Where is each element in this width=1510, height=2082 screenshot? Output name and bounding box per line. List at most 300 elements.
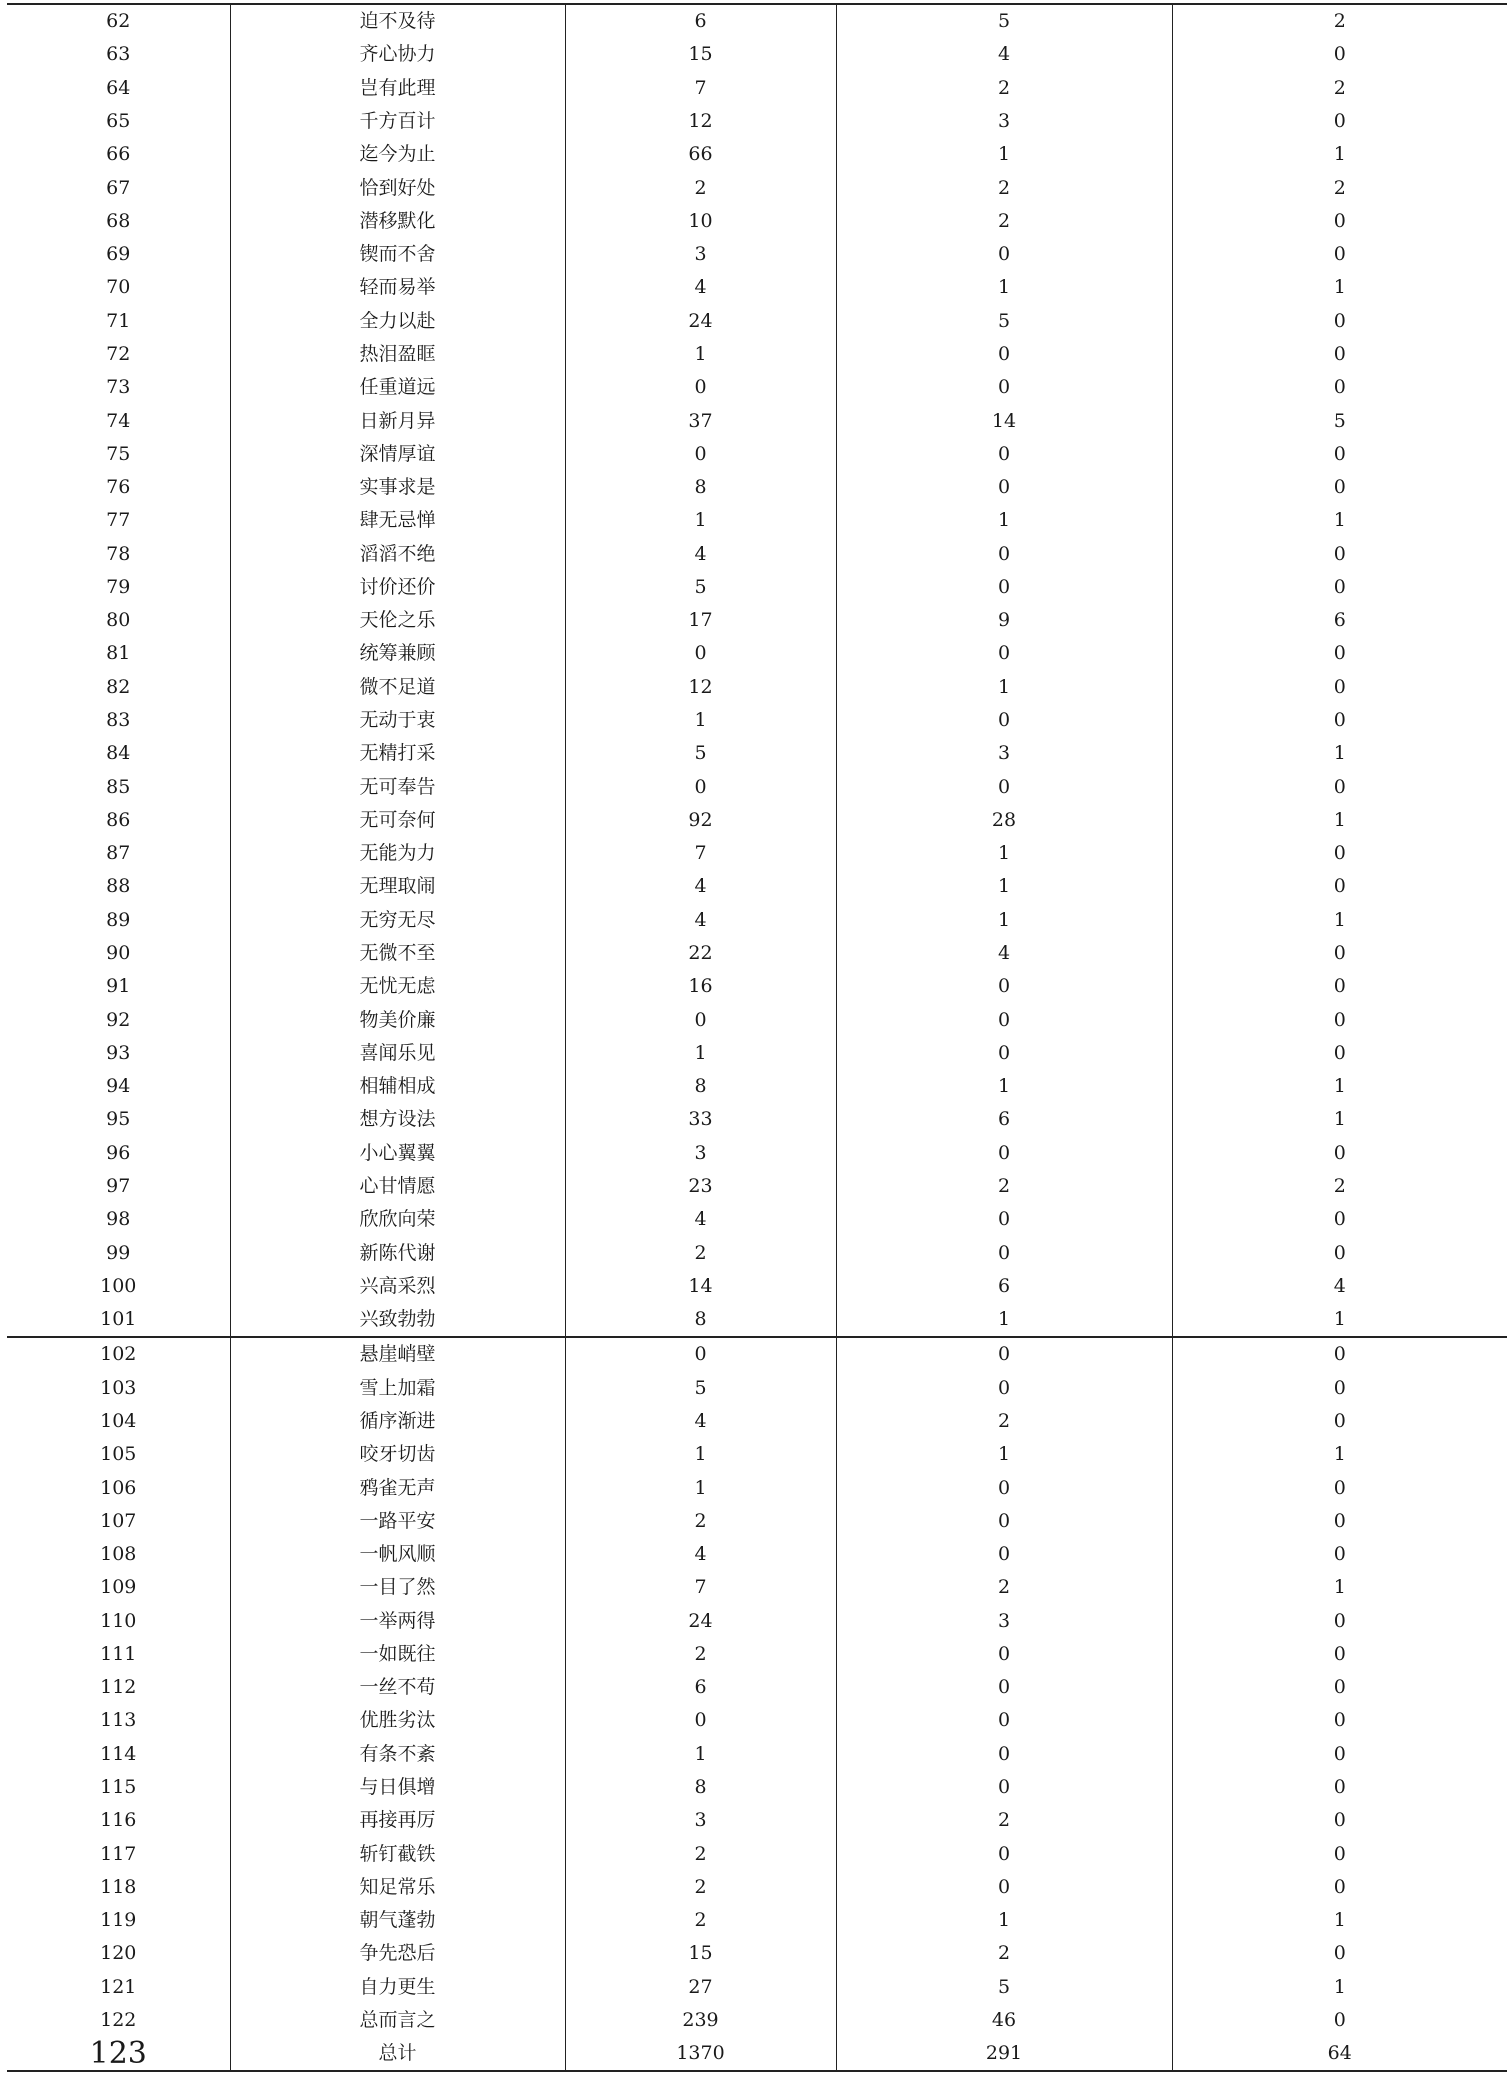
idiom-cell: 微不足道: [230, 671, 565, 704]
count-c-cell: 0: [1172, 2004, 1507, 2037]
count-c-cell: 0: [1172, 571, 1507, 604]
row-index-cell: 87: [106, 842, 131, 865]
table-row: [7, 171, 1507, 204]
row-index-cell: 119: [100, 1909, 137, 1932]
row-index-cell: 71: [106, 309, 131, 332]
row-index-cell: 82: [106, 675, 131, 698]
table-row: [7, 2004, 1507, 2037]
count-c-cell: 0: [1172, 38, 1507, 71]
count-c-cell: 0: [1172, 1003, 1507, 1036]
count-b-cell: 0: [836, 1236, 1172, 1269]
count-a-cell: 239: [565, 2004, 836, 2037]
idiom-cell: 争先恐后: [230, 1937, 565, 1970]
idiom-cell: 无能为力: [230, 837, 565, 870]
row-index-cell: 68: [106, 209, 131, 232]
row-index-cell: 95: [106, 1108, 131, 1131]
count-b-cell: 2: [836, 205, 1172, 238]
count-b-cell: 2: [836, 1804, 1172, 1837]
count-a-cell: 1: [565, 1471, 836, 1504]
idiom-cell: 迄今为止: [230, 138, 565, 171]
count-a-cell: 1: [565, 504, 836, 537]
count-c-cell: 0: [1172, 1937, 1507, 1970]
count-a-cell: 4: [565, 271, 836, 304]
row-index-cell: 63: [106, 43, 131, 66]
row-index-cell: 72: [106, 342, 131, 365]
idiom-cell: 讨价还价: [230, 571, 565, 604]
table-row: [7, 338, 1507, 371]
idiom-cell: 朝气蓬勃: [230, 1904, 565, 1937]
idiom-cell: 潜移默化: [230, 205, 565, 238]
count-c-cell: 1: [1172, 138, 1507, 171]
count-a-cell: 6: [565, 4, 836, 38]
count-a-cell: 15: [565, 38, 836, 71]
table-row: [7, 1471, 1507, 1504]
idiom-cell: 日新月异: [230, 404, 565, 437]
count-a-cell: 3: [565, 1804, 836, 1837]
table-row: [7, 371, 1507, 404]
table-row: [7, 1638, 1507, 1671]
count-b-cell: 1: [836, 904, 1172, 937]
idiom-cell: 心甘情愿: [230, 1170, 565, 1203]
row-index-cell: 112: [100, 1676, 137, 1699]
count-b-cell: 5: [836, 1971, 1172, 2004]
row-index-cell: 106: [100, 1476, 137, 1499]
count-b-cell: 0: [836, 1738, 1172, 1771]
table-row: [7, 305, 1507, 338]
table-row: [7, 1804, 1507, 1837]
count-a-cell: 4: [565, 904, 836, 937]
row-index-cell: 97: [106, 1174, 131, 1197]
count-b-cell: 0: [836, 1837, 1172, 1870]
count-b-cell: 14: [836, 404, 1172, 437]
count-b-cell: 0: [836, 1003, 1172, 1036]
table-row: [7, 471, 1507, 504]
row-index-cell: 83: [106, 709, 131, 732]
count-b-cell: 28: [836, 804, 1172, 837]
count-b-cell: 0: [836, 1538, 1172, 1571]
row-index-cell: 96: [106, 1141, 131, 1164]
count-b-cell: 2: [836, 1405, 1172, 1438]
count-c-cell: 0: [1172, 1738, 1507, 1771]
count-b-cell: 6: [836, 1270, 1172, 1303]
count-a-cell: 27: [565, 1971, 836, 2004]
count-c-cell: 0: [1172, 1505, 1507, 1538]
count-b-cell: 0: [836, 538, 1172, 571]
table-body: [7, 4, 1507, 2071]
count-b-cell: 3: [836, 105, 1172, 138]
table-row: [7, 870, 1507, 903]
row-index-cell: 99: [106, 1241, 131, 1264]
idiom-cell: 统筹兼顾: [230, 637, 565, 670]
count-c-cell: 0: [1172, 238, 1507, 271]
count-c-cell: 0: [1172, 338, 1507, 371]
count-b-cell: 2: [836, 171, 1172, 204]
idiom-cell: 一丝不苟: [230, 1671, 565, 1704]
idiom-cell: 迫不及待: [230, 4, 565, 38]
count-b-cell: 5: [836, 305, 1172, 338]
count-a-cell: 1: [565, 338, 836, 371]
row-index-cell: 77: [106, 509, 131, 532]
table-row: [7, 1771, 1507, 1804]
row-index-cell: 62: [7, 4, 230, 38]
count-b-cell: 3: [836, 1605, 1172, 1638]
row-index-cell: 111: [100, 1642, 137, 1665]
table-row: [7, 1538, 1507, 1571]
count-b-cell: 5: [836, 4, 1172, 38]
table-row: [7, 1236, 1507, 1269]
table-row: [7, 1837, 1507, 1870]
count-b-cell: 0: [836, 970, 1172, 1003]
table-row: [7, 138, 1507, 171]
count-a-cell: 8: [565, 1070, 836, 1103]
idiom-cell: 恰到好处: [230, 171, 565, 204]
row-index-cell: 93: [106, 1041, 131, 1064]
table-row: [7, 770, 1507, 803]
row-index-cell: 73: [106, 376, 131, 399]
count-b-cell: 0: [836, 1771, 1172, 1804]
table-row: [7, 1405, 1507, 1438]
count-b-cell: 2: [836, 1170, 1172, 1203]
row-index-cell: 115: [100, 1776, 137, 1799]
count-b-cell: 0: [836, 1871, 1172, 1904]
count-a-cell: 0: [565, 1337, 836, 1371]
table-row: [7, 1937, 1507, 1970]
count-a-cell: 8: [565, 471, 836, 504]
idiom-cell: 兴高采烈: [230, 1270, 565, 1303]
table-row: [7, 1605, 1507, 1638]
table-row: [7, 38, 1507, 71]
count-b-cell: 4: [836, 38, 1172, 71]
idiom-cell: 热泪盈眶: [230, 338, 565, 371]
count-c-cell: 0: [1172, 1471, 1507, 1504]
count-b-cell: 0: [836, 371, 1172, 404]
row-index-cell: 104: [100, 1409, 137, 1432]
row-index-cell: 70: [106, 276, 131, 299]
idiom-frequency-table: [7, 3, 1507, 2072]
idiom-cell: 知足常乐: [230, 1871, 565, 1904]
idiom-cell: 雪上加霜: [230, 1372, 565, 1405]
count-b-cell: 0: [836, 1638, 1172, 1671]
idiom-cell: 再接再厉: [230, 1804, 565, 1837]
count-b-cell: 1: [836, 870, 1172, 903]
idiom-cell: 深情厚谊: [230, 438, 565, 471]
total-row: [7, 2037, 1507, 2071]
row-index-cell: 79: [106, 575, 131, 598]
row-index-cell: 85: [106, 775, 131, 798]
idiom-cell: 天伦之乐: [230, 604, 565, 637]
table-row: [7, 671, 1507, 704]
count-a-cell: 4: [565, 1538, 836, 1571]
count-a-cell: 24: [565, 305, 836, 338]
count-a-cell: 23: [565, 1170, 836, 1203]
count-c-cell: 0: [1172, 1871, 1507, 1904]
count-b-cell: 1: [836, 1438, 1172, 1471]
idiom-cell: 无微不至: [230, 937, 565, 970]
idiom-cell: 兴致勃勃: [230, 1303, 565, 1337]
count-b-cell: 1: [836, 837, 1172, 870]
idiom-cell: 总计: [230, 2037, 565, 2071]
count-b-cell: 0: [836, 438, 1172, 471]
count-c-cell: 4: [1172, 1270, 1507, 1303]
count-b-cell: 6: [836, 1103, 1172, 1136]
table-row: [7, 904, 1507, 937]
count-a-cell: 0: [565, 1003, 836, 1036]
count-c-cell: 2: [1172, 4, 1507, 38]
count-a-cell: 4: [565, 1405, 836, 1438]
table-row: [7, 1137, 1507, 1170]
count-b-cell: 0: [836, 1671, 1172, 1704]
count-a-cell: 10: [565, 205, 836, 238]
row-index-cell: 76: [106, 476, 131, 499]
count-b-cell: 0: [836, 1037, 1172, 1070]
count-a-cell: 5: [565, 571, 836, 604]
count-c-cell: 0: [1172, 970, 1507, 1003]
count-c-cell: 1: [1172, 1571, 1507, 1604]
row-index-cell: 103: [100, 1376, 137, 1399]
count-a-cell: 7: [565, 1571, 836, 1604]
idiom-cell: 斩钉截铁: [230, 1837, 565, 1870]
idiom-cell: 欣欣向荣: [230, 1203, 565, 1236]
idiom-cell: 喜闻乐见: [230, 1037, 565, 1070]
table-row: [7, 1671, 1507, 1704]
idiom-cell: 肆无忌惮: [230, 504, 565, 537]
idiom-cell: 无穷无尽: [230, 904, 565, 937]
row-index-cell: 117: [100, 1842, 137, 1865]
idiom-cell: 无精打采: [230, 737, 565, 770]
row-index-cell: 90: [106, 942, 131, 965]
count-c-cell: 1: [1172, 1971, 1507, 2004]
count-c-cell: 2: [1172, 1170, 1507, 1203]
count-c-cell: 0: [1172, 1605, 1507, 1638]
row-index-cell: 65: [106, 109, 131, 132]
row-index-cell: 108: [100, 1543, 137, 1566]
table-row: [7, 937, 1507, 970]
idiom-cell: 任重道远: [230, 371, 565, 404]
count-a-cell: 12: [565, 105, 836, 138]
count-a-cell: 6: [565, 1671, 836, 1704]
row-index-cell: 114: [100, 1742, 137, 1765]
count-b-cell: 1: [836, 138, 1172, 171]
table-row: [7, 1438, 1507, 1471]
count-c-cell: 1: [1172, 1070, 1507, 1103]
idiom-cell: 全力以赴: [230, 305, 565, 338]
row-index-cell: 123: [7, 2037, 230, 2071]
row-index-cell: 109: [100, 1576, 137, 1599]
table-row: [7, 704, 1507, 737]
row-index-cell: 98: [106, 1208, 131, 1231]
count-a-cell: 0: [565, 438, 836, 471]
idiom-cell: 无理取闹: [230, 870, 565, 903]
count-b-cell: 0: [836, 1471, 1172, 1504]
idiom-cell: 锲而不舍: [230, 238, 565, 271]
table-row: [7, 238, 1507, 271]
count-a-cell: 2: [565, 1904, 836, 1937]
count-c-cell: 0: [1172, 1538, 1507, 1571]
idiom-cell: 有条不紊: [230, 1738, 565, 1771]
idiom-cell: 新陈代谢: [230, 1236, 565, 1269]
table-row: [7, 1303, 1507, 1337]
idiom-cell: 与日俱增: [230, 1771, 565, 1804]
count-c-cell: 0: [1172, 1704, 1507, 1737]
idiom-cell: 优胜劣汰: [230, 1704, 565, 1737]
count-c-cell: 0: [1172, 870, 1507, 903]
count-c-cell: 0: [1172, 1405, 1507, 1438]
idiom-cell: 鸦雀无声: [230, 1471, 565, 1504]
table-row: [7, 1337, 1507, 1371]
count-c-cell: 0: [1172, 438, 1507, 471]
row-index-cell: 84: [106, 742, 131, 765]
table-row: [7, 1037, 1507, 1070]
count-a-cell: 0: [565, 637, 836, 670]
table-row: [7, 404, 1507, 437]
row-index-cell: 100: [100, 1274, 137, 1297]
count-a-cell: 5: [565, 1372, 836, 1405]
idiom-cell: 想方设法: [230, 1103, 565, 1136]
count-a-cell: 1: [565, 1738, 836, 1771]
count-b-cell: 1: [836, 271, 1172, 304]
row-index-cell: 78: [106, 542, 131, 565]
table-row: [7, 1203, 1507, 1236]
idiom-cell: 无可奈何: [230, 804, 565, 837]
table-row: [7, 1070, 1507, 1103]
count-b-cell: 0: [836, 637, 1172, 670]
idiom-cell: 物美价廉: [230, 1003, 565, 1036]
count-a-cell: 3: [565, 238, 836, 271]
count-a-cell: 2: [565, 1505, 836, 1538]
count-c-cell: 64: [1172, 2037, 1507, 2071]
count-a-cell: 1: [565, 1037, 836, 1070]
row-index-cell: 81: [106, 642, 131, 665]
count-a-cell: 2: [565, 1871, 836, 1904]
count-a-cell: 4: [565, 870, 836, 903]
count-c-cell: 0: [1172, 105, 1507, 138]
count-c-cell: 0: [1172, 538, 1507, 571]
idiom-cell: 一帆风顺: [230, 1538, 565, 1571]
row-index-cell: 105: [100, 1443, 137, 1466]
row-index-cell: 121: [100, 1975, 137, 1998]
row-index-cell: 94: [106, 1075, 131, 1098]
table-row: [7, 538, 1507, 571]
row-index-cell: 122: [100, 2009, 137, 2032]
count-b-cell: 0: [836, 770, 1172, 803]
count-b-cell: 0: [836, 338, 1172, 371]
count-c-cell: 0: [1172, 1337, 1507, 1371]
count-c-cell: 5: [1172, 404, 1507, 437]
table-row: [7, 271, 1507, 304]
count-c-cell: 0: [1172, 671, 1507, 704]
count-c-cell: 0: [1172, 471, 1507, 504]
count-b-cell: 0: [836, 1203, 1172, 1236]
table-row: [7, 1505, 1507, 1538]
count-c-cell: 0: [1172, 1771, 1507, 1804]
table-row: [7, 1270, 1507, 1303]
table-row: [7, 1372, 1507, 1405]
row-index-cell: 118: [100, 1875, 137, 1898]
count-c-cell: 0: [1172, 1638, 1507, 1671]
count-c-cell: 0: [1172, 837, 1507, 870]
count-a-cell: 24: [565, 1605, 836, 1638]
count-b-cell: 46: [836, 2004, 1172, 2037]
row-index-cell: 110: [100, 1609, 137, 1632]
row-index-cell: 75: [106, 442, 131, 465]
idiom-cell: 岂有此理: [230, 72, 565, 105]
row-index-cell: 86: [106, 808, 131, 831]
count-b-cell: 291: [836, 2037, 1172, 2071]
table-row: [7, 1871, 1507, 1904]
row-index-cell: 101: [100, 1308, 137, 1331]
count-a-cell: 4: [565, 538, 836, 571]
table-row: [7, 571, 1507, 604]
table-row: [7, 4, 1507, 38]
idiom-cell: 小心翼翼: [230, 1137, 565, 1170]
count-c-cell: 0: [1172, 1837, 1507, 1870]
count-c-cell: 1: [1172, 1438, 1507, 1471]
count-b-cell: 0: [836, 1137, 1172, 1170]
count-c-cell: 1: [1172, 504, 1507, 537]
count-c-cell: 1: [1172, 1904, 1507, 1937]
count-b-cell: 1: [836, 1070, 1172, 1103]
count-a-cell: 7: [565, 837, 836, 870]
count-a-cell: 7: [565, 72, 836, 105]
row-index-cell: 67: [106, 176, 131, 199]
count-c-cell: 0: [1172, 1671, 1507, 1704]
table-row: [7, 438, 1507, 471]
count-a-cell: 0: [565, 1704, 836, 1737]
count-b-cell: 0: [836, 471, 1172, 504]
idiom-cell: 无忧无虑: [230, 970, 565, 1003]
count-c-cell: 2: [1172, 171, 1507, 204]
idiom-cell: 无可奉告: [230, 770, 565, 803]
row-index-cell: 66: [106, 143, 131, 166]
count-a-cell: 4: [565, 1203, 836, 1236]
count-c-cell: 0: [1172, 770, 1507, 803]
count-c-cell: 0: [1172, 637, 1507, 670]
idiom-cell: 相辅相成: [230, 1070, 565, 1103]
count-a-cell: 66: [565, 138, 836, 171]
idiom-cell: 轻而易举: [230, 271, 565, 304]
count-c-cell: 1: [1172, 1103, 1507, 1136]
count-c-cell: 0: [1172, 1236, 1507, 1269]
count-c-cell: 6: [1172, 604, 1507, 637]
count-b-cell: 2: [836, 72, 1172, 105]
count-b-cell: 0: [836, 1505, 1172, 1538]
count-c-cell: 0: [1172, 704, 1507, 737]
count-a-cell: 22: [565, 937, 836, 970]
row-index-cell: 116: [100, 1809, 137, 1832]
table-row: [7, 1738, 1507, 1771]
count-b-cell: 0: [836, 1372, 1172, 1405]
count-a-cell: 33: [565, 1103, 836, 1136]
count-b-cell: 0: [836, 238, 1172, 271]
count-c-cell: 0: [1172, 1804, 1507, 1837]
idiom-cell: 齐心协力: [230, 38, 565, 71]
count-b-cell: 1: [836, 504, 1172, 537]
count-a-cell: 2: [565, 1236, 836, 1269]
count-a-cell: 8: [565, 1771, 836, 1804]
table-row: [7, 1971, 1507, 2004]
idiom-cell: 悬崖峭壁: [230, 1337, 565, 1371]
row-index-cell: 74: [106, 409, 131, 432]
count-b-cell: 4: [836, 937, 1172, 970]
count-a-cell: 14: [565, 1270, 836, 1303]
row-index-cell: 113: [100, 1709, 137, 1732]
count-b-cell: 0: [836, 704, 1172, 737]
count-a-cell: 5: [565, 737, 836, 770]
row-index-cell: 120: [100, 1942, 137, 1965]
count-b-cell: 1: [836, 1904, 1172, 1937]
table-row: [7, 1103, 1507, 1136]
idiom-cell: 总而言之: [230, 2004, 565, 2037]
